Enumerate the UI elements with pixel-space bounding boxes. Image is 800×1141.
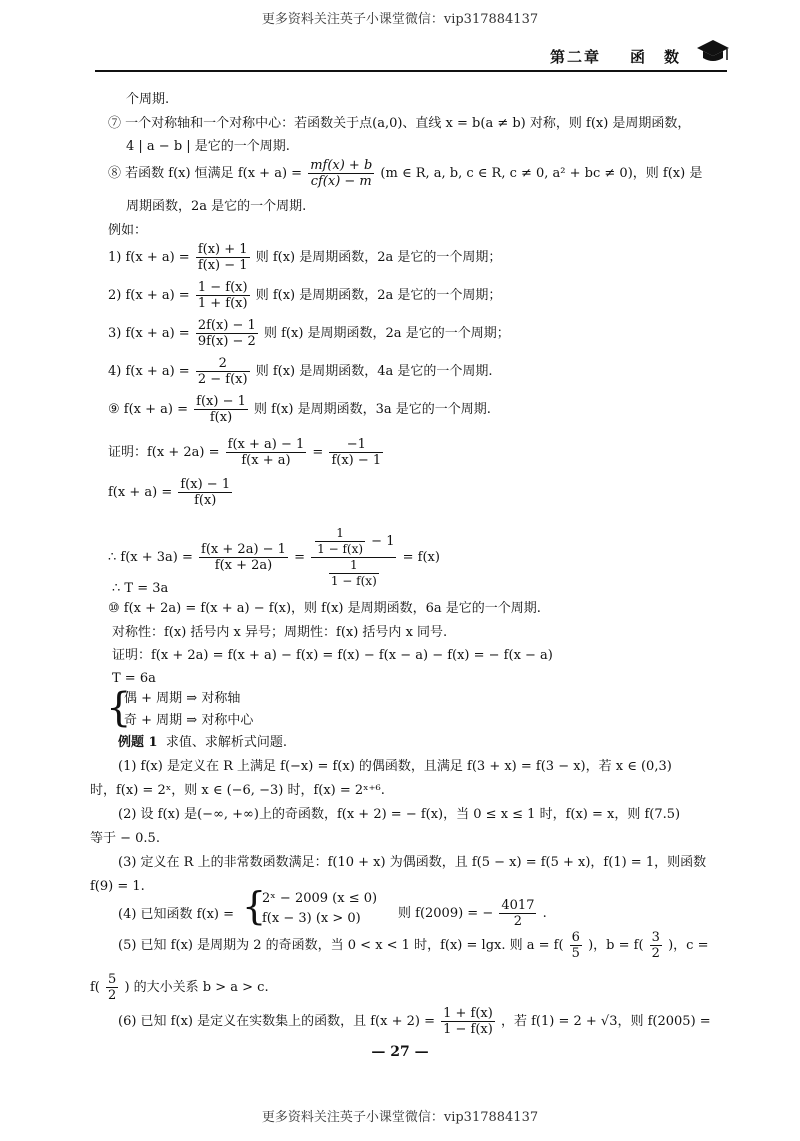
text: 则 f(x) 是周期函数，2a 是它的一个周期； bbox=[255, 250, 502, 265]
watermark-bottom: 更多资料关注英子小课堂微信：vip317884137 bbox=[261, 1110, 539, 1125]
numerator: 3 bbox=[651, 930, 660, 945]
text-line: ∴ T = 3a bbox=[112, 581, 169, 596]
formula-line bbox=[90, 972, 269, 1003]
text: 则 f(x) 是周期函数，3a 是它的一个周期. bbox=[254, 402, 491, 417]
fraction bbox=[199, 542, 288, 573]
fraction bbox=[194, 394, 248, 425]
fraction bbox=[226, 437, 307, 468]
text: 求值、求解析式问题. bbox=[165, 735, 287, 750]
text-line: 周期函数，2a 是它的一个周期. bbox=[126, 199, 307, 214]
text: 1) f(x + a) = bbox=[108, 250, 190, 265]
denominator: 9f(x) − 2 bbox=[197, 334, 256, 349]
text-line: (1) f(x) 是定义在 R 上满足 f(−x) = f(x) 的偶函数，且满足 f(3 + x) = f(3 − x)，若 x ∈ (0,3) bbox=[118, 759, 672, 774]
text-line: (2) 设 f(x) 是(−∞, +∞)上的奇函数，f(x + 2) = − f(x)，当 0 ≤ x ≤ 1 时，f(x) = x，则 f(7.5) bbox=[118, 807, 681, 822]
compound-fraction bbox=[311, 526, 396, 589]
formula-line bbox=[118, 930, 708, 961]
graduation-cap-icon bbox=[696, 38, 730, 64]
text-line: 对称性：f(x) 括号内 x 异号；周期性：f(x) 括号内 x 同号. bbox=[112, 625, 448, 640]
text-line: ⑦ 一个对称轴和一个对称中心：若函数关于点(a,0)、直线 x = b(a ≠ b) 对称，则 f(x) 是周期函数， bbox=[108, 116, 691, 131]
chapter-title: 函 数 bbox=[630, 48, 682, 66]
numerator: 2 bbox=[196, 356, 250, 372]
text: (4) 已知函数 f(x) = bbox=[118, 907, 234, 922]
text-line: 例如： bbox=[108, 223, 148, 238]
formula-line bbox=[398, 898, 547, 929]
numerator: mf(x) + b bbox=[310, 158, 373, 173]
text: f( bbox=[90, 980, 100, 995]
fraction bbox=[329, 558, 379, 589]
text: ，若 f(1) = 2 + √3，则 f(2005) = bbox=[500, 1014, 711, 1029]
text: 2) f(x + a) = bbox=[108, 288, 190, 303]
numerator: 6 bbox=[571, 930, 580, 945]
denominator: f(x) bbox=[209, 410, 233, 425]
text-line: 时，f(x) = 2ˣ，则 x ∈ (−6, −3) 时，f(x) = 2ˣ⁺⁶. bbox=[90, 783, 385, 798]
fraction bbox=[650, 930, 662, 961]
numerator: f(x + 2a) − 1 bbox=[201, 542, 286, 557]
text: f(x + a) = bbox=[108, 485, 173, 500]
piece-line: 2ˣ − 2009 (x ≤ 0) bbox=[262, 891, 378, 906]
example-line bbox=[108, 280, 501, 311]
numerator: f(x) − 1 bbox=[196, 394, 246, 409]
text-line: 证明：f(x + 2a) = f(x + a) − f(x) = f(x) − f(x − a) − f(x) = − f(x − a) bbox=[112, 648, 553, 663]
denominator: 1 − f(x) bbox=[317, 542, 364, 556]
denominator: cf(x) − m bbox=[310, 174, 372, 189]
example-line bbox=[108, 242, 501, 273]
numerator: 1 + f(x) bbox=[443, 1006, 493, 1021]
numerator: 1 bbox=[329, 558, 379, 574]
text: 4) f(x + a) = bbox=[108, 364, 190, 379]
fraction bbox=[570, 930, 582, 961]
text-line: f(9) = 1. bbox=[90, 879, 145, 894]
numerator: 1 bbox=[315, 526, 365, 542]
numerator: −1 bbox=[329, 437, 383, 453]
example-line bbox=[108, 318, 510, 349]
example-line bbox=[108, 356, 493, 387]
denominator: f(x + 2a) bbox=[214, 558, 273, 573]
numerator: f(x + a) − 1 bbox=[227, 437, 305, 452]
text: 例题 1 bbox=[118, 735, 158, 750]
numerator: 5 bbox=[108, 972, 117, 987]
piece-line: f(x − 3) (x > 0) bbox=[262, 911, 361, 926]
denominator: f(x + a) bbox=[241, 453, 291, 468]
text: 则 f(x) 是周期函数，4a 是它的一个周期. bbox=[255, 364, 493, 379]
text: 证明：f(x + 2a) = bbox=[108, 445, 220, 460]
fraction bbox=[196, 280, 250, 311]
chapter-label: 第二章 bbox=[550, 48, 602, 66]
text-line: 等于 − 0.5. bbox=[90, 831, 160, 846]
denominator: 1 − f(x) bbox=[443, 1022, 493, 1037]
text: 3) f(x + a) = bbox=[108, 326, 190, 341]
numerator: 2f(x) − 1 bbox=[197, 318, 256, 333]
page-number: — 27 — bbox=[371, 1044, 429, 1060]
text: )，b = f( bbox=[588, 938, 644, 953]
text-line: 4 | a − b | 是它的一个周期. bbox=[126, 139, 290, 154]
denominator: 2 bbox=[651, 946, 660, 961]
fraction bbox=[329, 437, 383, 468]
fraction bbox=[441, 1006, 495, 1037]
text: (6) 已知 f(x) 是定义在实数集上的函数，且 f(x + 2) = bbox=[118, 1014, 435, 1029]
fraction bbox=[106, 972, 118, 1003]
denominator: f(x) − 1 bbox=[331, 453, 382, 468]
left-brace: { bbox=[242, 884, 267, 928]
fraction bbox=[308, 158, 374, 189]
numerator: f(x) + 1 bbox=[197, 242, 248, 257]
text: = bbox=[312, 445, 324, 460]
denominator: 1 − f(x) bbox=[330, 574, 377, 588]
text-line: 奇 + 周期 ⇒ 对称中心 bbox=[124, 713, 254, 728]
header-rule bbox=[95, 70, 727, 72]
text-line: (3) 定义在 R 上的非常数函数满足：f(10 + x) 为偶函数，且 f(5 − x) = f(5 + x)，f(1) = 1，则函数 bbox=[118, 855, 707, 870]
text: ∴ f(x + 3a) = bbox=[108, 550, 193, 565]
text: 则 f(x) 是周期函数，2a 是它的一个周期； bbox=[255, 288, 502, 303]
example-heading bbox=[118, 734, 287, 752]
text: )，c = bbox=[668, 938, 709, 953]
fraction bbox=[178, 477, 232, 508]
text: (m ∈ R, a, b, c ∈ R, c ≠ 0, a² + bc ≠ 0)，则 f(x) 是 bbox=[380, 166, 703, 181]
formula-line bbox=[118, 1006, 711, 1037]
numerator bbox=[311, 526, 396, 558]
fraction bbox=[315, 526, 365, 557]
denominator: 2 bbox=[513, 914, 523, 929]
text: 则 f(2009) = − bbox=[398, 906, 494, 921]
denominator bbox=[311, 558, 396, 589]
text: ⑧ 若函数 f(x) 恒满足 f(x + a) = bbox=[108, 166, 303, 181]
fraction bbox=[196, 356, 250, 387]
fraction bbox=[196, 242, 250, 273]
text: 则 f(x) 是周期函数，2a 是它的一个周期； bbox=[263, 326, 510, 341]
text: = bbox=[294, 550, 305, 565]
numerator: f(x) − 1 bbox=[180, 477, 231, 492]
denominator: 2 − f(x) bbox=[197, 372, 248, 387]
text-line: ⑩ f(x + 2a) = f(x + a) − f(x)，则 f(x) 是周期函数，6a 是它的一个周期. bbox=[108, 601, 541, 616]
text: (5) 已知 f(x) 是周期为 2 的奇函数，当 0 < x < 1 时，f(x) = lgx. 则 a = f( bbox=[118, 938, 564, 953]
text-line: 个周期. bbox=[126, 92, 170, 107]
proof-line bbox=[108, 437, 385, 468]
example-line bbox=[108, 394, 491, 425]
text-line: T = 6a bbox=[112, 671, 156, 686]
denominator: 5 bbox=[571, 946, 580, 961]
text-line: 偶 + 周期 ⇒ 对称轴 bbox=[124, 691, 241, 706]
formula-line bbox=[108, 158, 702, 189]
watermark-top: 更多资料关注英子小课堂微信：vip317884137 bbox=[261, 12, 539, 27]
text: − 1 bbox=[371, 534, 395, 549]
text: ⑨ f(x + a) = bbox=[108, 402, 189, 417]
denominator: f(x) − 1 bbox=[197, 258, 248, 273]
denominator: 1 + f(x) bbox=[197, 296, 248, 311]
denominator: f(x) bbox=[194, 493, 217, 508]
numerator: 4017 bbox=[501, 898, 535, 913]
fraction bbox=[196, 318, 258, 349]
text: . bbox=[542, 906, 547, 921]
numerator: 1 − f(x) bbox=[197, 280, 248, 295]
fraction bbox=[499, 898, 536, 929]
denominator: 2 bbox=[108, 988, 117, 1003]
text: ) 的大小关系 b > a > c. bbox=[124, 980, 269, 995]
text: = f(x) bbox=[402, 550, 440, 565]
proof-line bbox=[108, 477, 234, 508]
left-brace: { bbox=[106, 685, 132, 731]
